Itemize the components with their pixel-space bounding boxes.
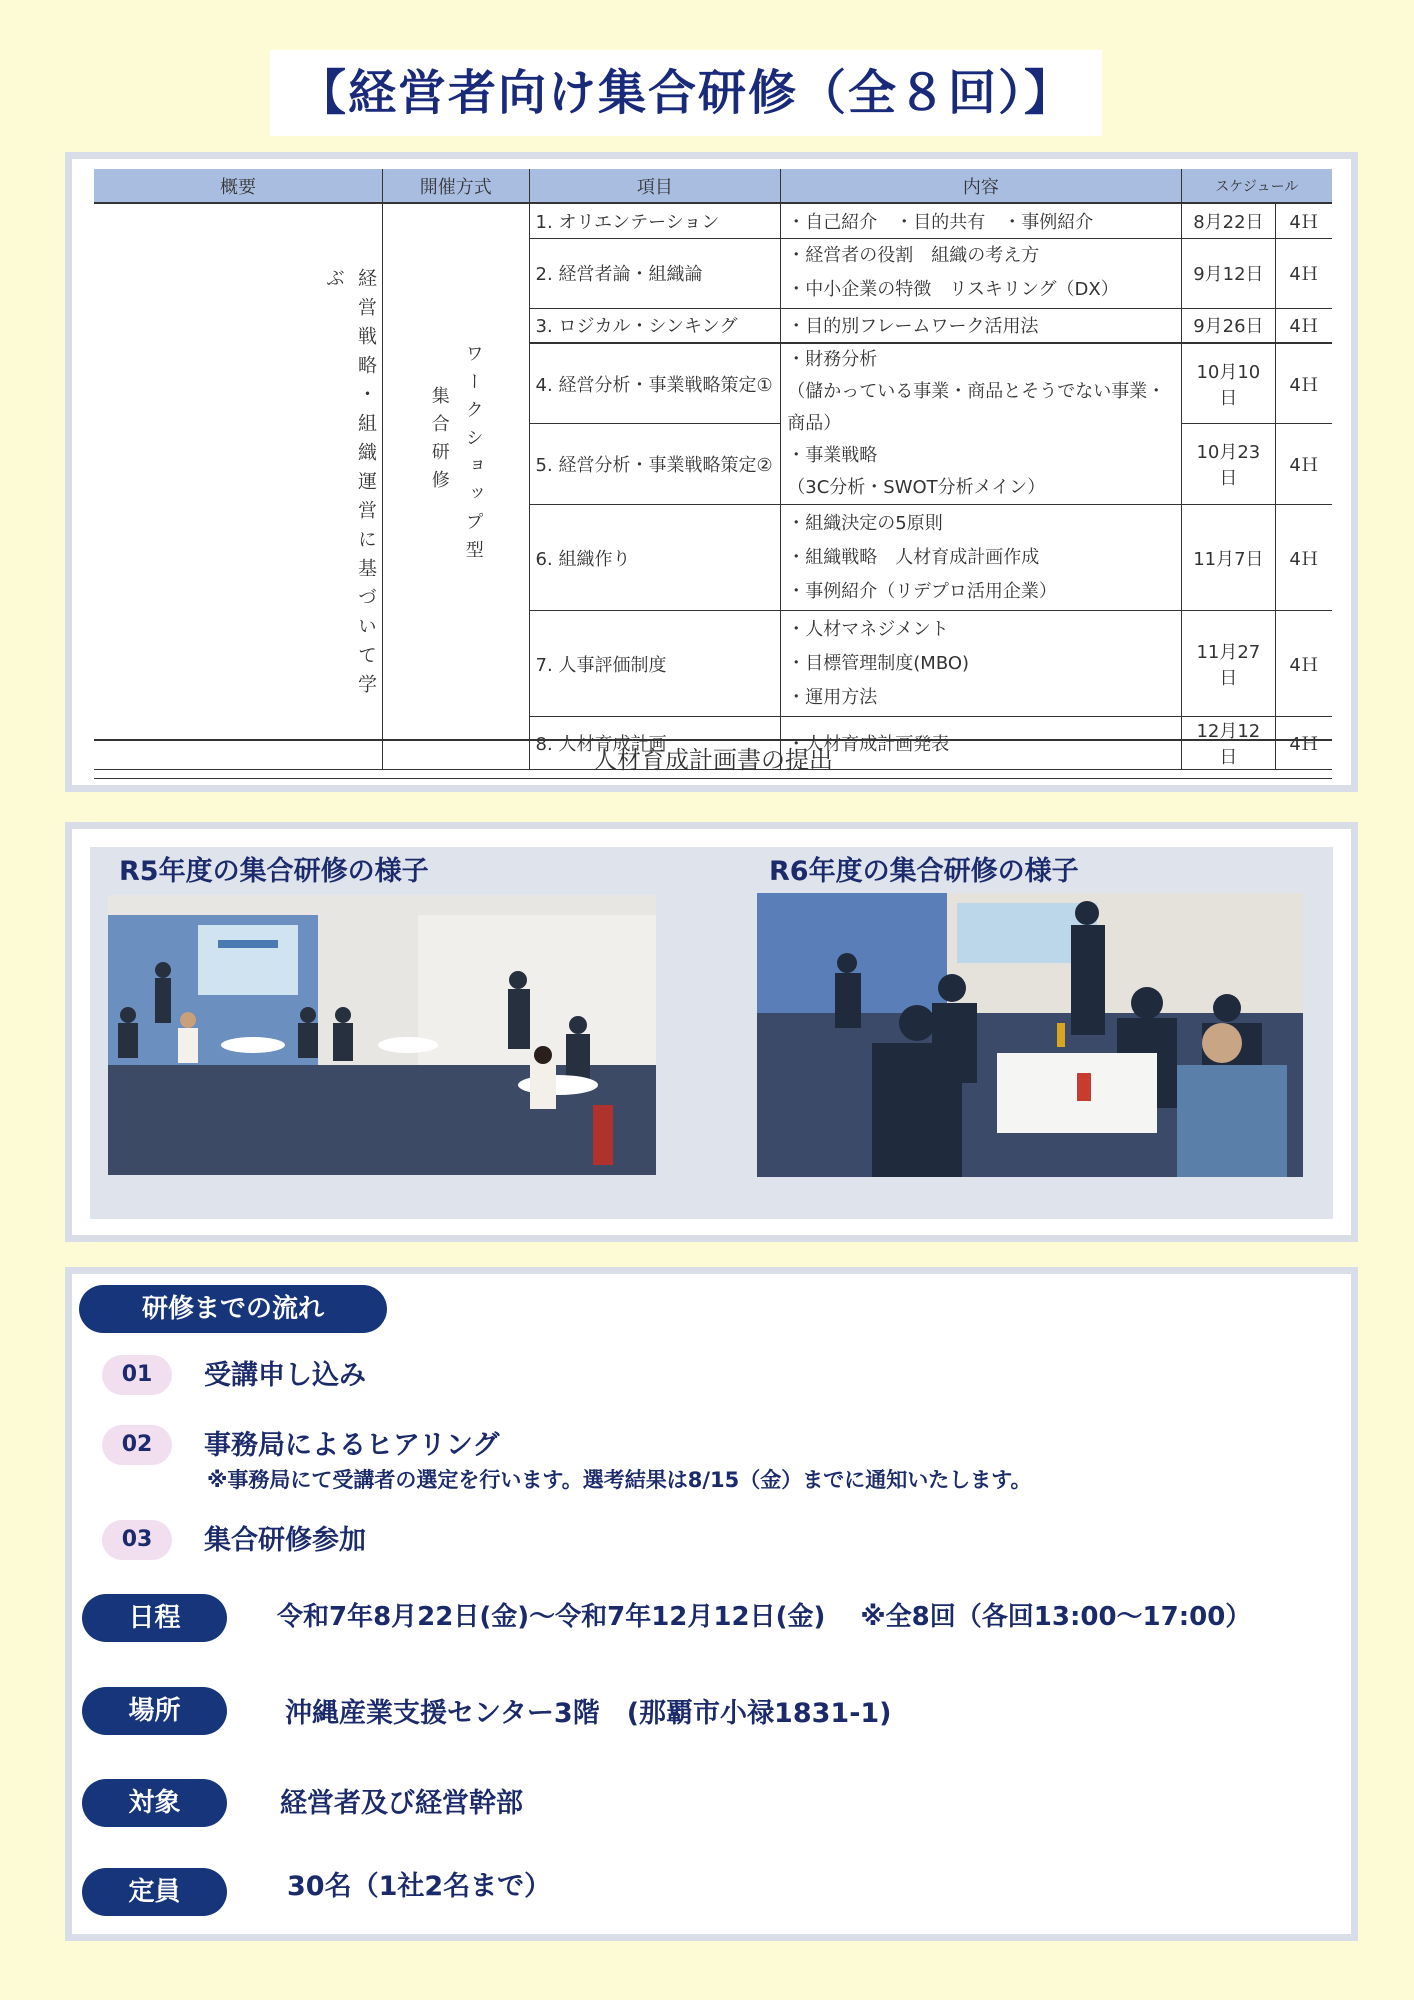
r6-training-photo [757,893,1303,1177]
schedule-table [94,169,1332,770]
method-group: 集合研修 [428,386,450,498]
content-cell: ・人材育成計画発表 [781,717,1181,770]
step-text: 事務局によるヒアリング [204,1430,500,1461]
header-item: 項目 [529,169,781,203]
submission-note: 人材育成計画書の提出 [94,739,1332,779]
venue-value: 沖縄産業支援センター3階 (那覇市小禄1831-1) [285,1698,892,1729]
flow-heading: 研修までの流れ [79,1285,387,1333]
date-cell: 12月12日 [1181,717,1276,770]
venue-label: 場所 [82,1687,227,1735]
step-number: 02 [102,1425,172,1465]
item-cell: 4. 経営分析・事業戦略策定① [529,343,781,424]
date-cell: 10月10日 [1181,343,1276,424]
hours-cell: 4Ｈ [1276,505,1332,611]
item-cell: 3. ロジカル・シンキング [529,308,781,343]
schedule-value: 令和7年8月22日(金)～令和7年12月12日(金) ※全8回（各回13:00～17:00） [277,1602,1252,1632]
content-cell: ・目的別フレームワーク活用法 [781,308,1181,343]
date-cell: 11月7日 [1181,505,1276,611]
item-cell: 1. オリエンテーション [529,203,781,238]
page-title: 【経営者向け集合研修（全８回）】 [297,65,1074,121]
method-style: ワークショップ型 [462,344,484,568]
content-cell: ・人材マネジメント ・目標管理制度(MBO) ・運用方法 [781,611,1181,717]
item-cell: 2. 経営者論・組織論 [529,238,781,308]
target-label: 対象 [82,1779,227,1827]
photos-background [90,847,1333,1219]
title-banner [270,50,1102,136]
header-content: 内容 [781,169,1181,203]
header-schedule: スケジュール [1181,169,1332,203]
item-cell: 8. 人材育成計画 [529,717,781,770]
step-number: 01 [102,1355,172,1395]
hours-cell: 4Ｈ [1276,611,1332,717]
step-text: 受講申し込み [204,1360,366,1391]
table-header-row [94,169,1332,203]
hours-cell: 4Ｈ [1276,717,1332,770]
target-value: 経営者及び経営幹部 [280,1788,523,1819]
item-cell: 5. 経営分析・事業戦略策定② [529,424,781,505]
hours-cell: 4Ｈ [1276,308,1332,343]
schedule-panel [65,152,1358,792]
date-cell: 10月23日 [1181,424,1276,505]
date-cell: 9月12日 [1181,238,1276,308]
item-cell: 7. 人事評価制度 [529,611,781,717]
selection-note: ※事務局にて受講者の選定を行います。選考結果は8/15（金）までに通知いたします。 [207,1468,1032,1492]
date-cell: 8月22日 [1181,203,1276,238]
r5-training-photo [108,895,656,1175]
date-cell: 11月27日 [1181,611,1276,717]
header-method: 開催方式 [383,169,530,203]
r6-photo-title: R6年度の集合研修の様子 [769,856,1079,887]
capacity-value: 30名（1社2名まで） [287,1871,552,1902]
schedule-label: 日程 [82,1594,227,1642]
content-cell: ・自己紹介 ・目的共有 ・事例紹介 [781,203,1181,238]
hours-cell: 4Ｈ [1276,343,1332,424]
step-number: 03 [102,1520,172,1560]
hours-cell: 4Ｈ [1276,238,1332,308]
hours-cell: 4Ｈ [1276,203,1332,238]
date-cell: 9月26日 [1181,308,1276,343]
content-cell: ・経営者の役割 組織の考え方 ・中小企業の特徴 リスキリング（DX） [781,238,1181,308]
r5-photo-title: R5年度の集合研修の様子 [119,856,429,887]
overview-cell: 経営戦略・組織運営に基づいて学ぶ [94,203,383,770]
item-cell: 6. 組織作り [529,505,781,611]
content-cell: ・財務分析 （儲かっている事業・商品とそうでない事業・商品） ・事業戦略 （3C分析・SWOT分析メイン） [781,343,1181,505]
step-text: 集合研修参加 [204,1525,366,1556]
method-cell [383,203,530,770]
hours-cell: 4Ｈ [1276,424,1332,505]
flow-panel [65,1267,1358,1941]
table-row [94,203,1332,238]
photos-panel [65,822,1358,1242]
content-cell: ・組織決定の5原則 ・組織戦略 人材育成計画作成 ・事例紹介（リデプロ活用企業） [781,505,1181,611]
capacity-label: 定員 [82,1868,227,1916]
header-overview: 概要 [94,169,383,203]
